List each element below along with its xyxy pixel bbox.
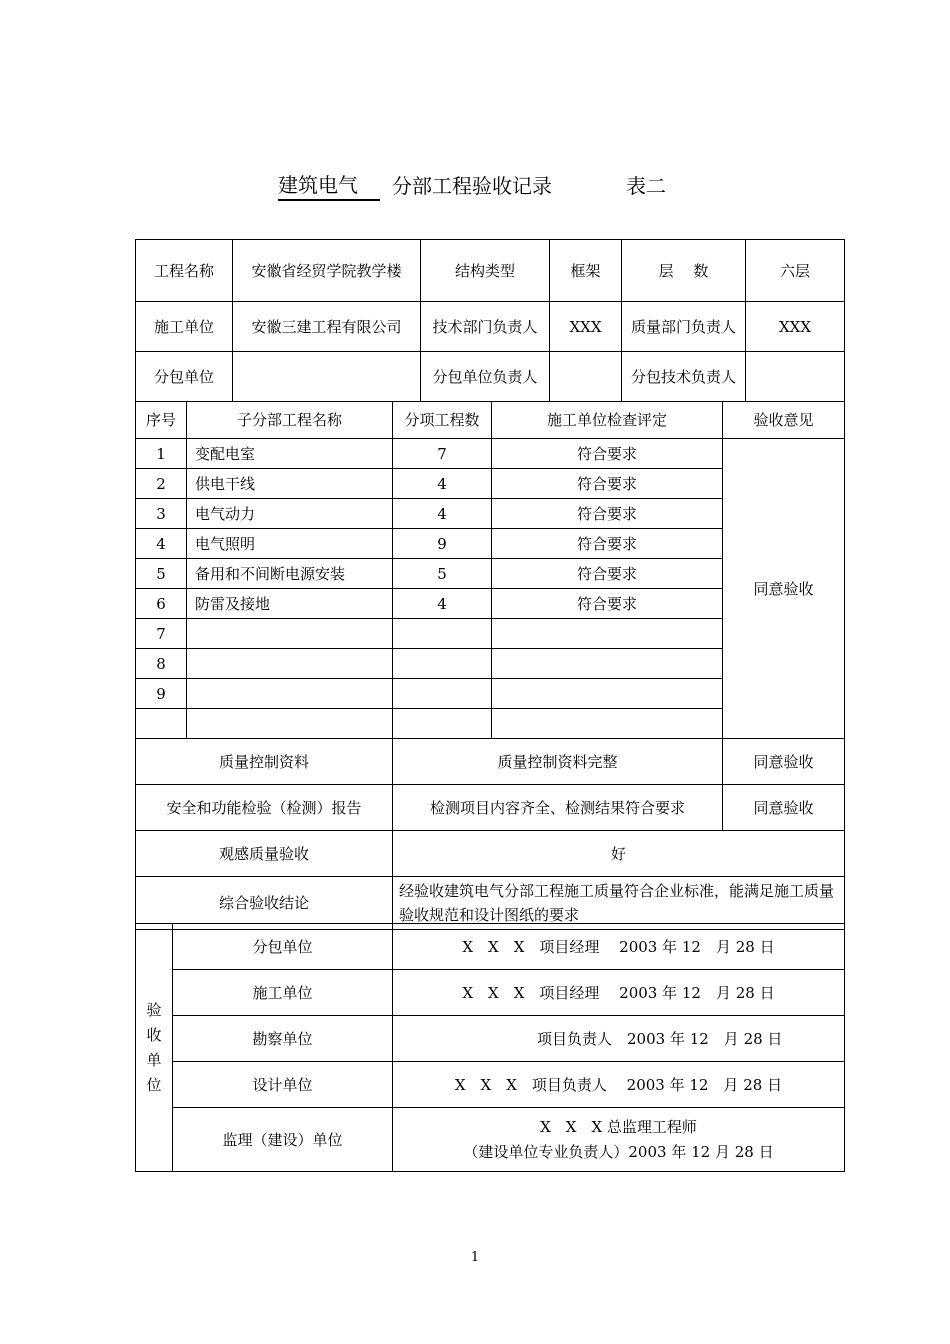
- subcontractor-value: [233, 352, 421, 402]
- row-count: 4: [393, 499, 492, 529]
- row-eval: [492, 679, 723, 709]
- col-header-no: 序号: [136, 402, 187, 439]
- unit-label-survey: 勘察单位: [173, 1016, 393, 1062]
- unit-label-contractor: 施工单位: [173, 970, 393, 1016]
- row-name: 备用和不间断电源安装: [187, 559, 393, 589]
- row-eval: 符合要求: [492, 439, 723, 469]
- row-no: 9: [136, 679, 187, 709]
- unit-sign-subcontractor: X X X 项目经理 2003 年 12 月 28 日: [393, 924, 845, 970]
- col-header-name: 子分部工程名称: [187, 402, 393, 439]
- row-count: 4: [393, 469, 492, 499]
- supervision-sign-line2: （建设单位专业负责人）2003 年 12 月 28 日: [463, 1142, 774, 1161]
- row-name: [187, 709, 393, 739]
- row-eval: 符合要求: [492, 589, 723, 619]
- unit-sign-contractor: X X X 项目经理 2003 年 12 月 28 日: [393, 970, 845, 1016]
- col-header-eval: 施工单位检查评定: [492, 402, 723, 439]
- row-count: [393, 679, 492, 709]
- row-no: 2: [136, 469, 187, 499]
- acceptance-units-table: [135, 923, 845, 1172]
- row-no: 1: [136, 439, 187, 469]
- row-no: 3: [136, 499, 187, 529]
- row-name: 电气照明: [187, 529, 393, 559]
- qc-data-opinion: 同意验收: [723, 739, 845, 785]
- project-name-label: 工程名称: [136, 240, 233, 302]
- row-count: [393, 619, 492, 649]
- unit-sign-supervision: [393, 1108, 845, 1172]
- row-no: 5: [136, 559, 187, 589]
- sub-head-label: 分包单位负责人: [421, 352, 550, 402]
- quality-head-value: XXX: [746, 302, 845, 352]
- contractor-value: 安徽三建工程有限公司: [233, 302, 421, 352]
- row-name: [187, 679, 393, 709]
- row-eval: [492, 649, 723, 679]
- safety-report-label: 安全和功能检验（检测）报告: [136, 785, 393, 831]
- conclusion-value: 经验收建筑电气分部工程施工质量符合企业标准，能满足施工质量验收规范和设计图纸的要求: [393, 877, 845, 930]
- conclusion-label: 综合验收结论: [136, 877, 393, 930]
- col-header-opinion: 验收意见: [723, 402, 845, 439]
- structure-type-label: 结构类型: [421, 240, 550, 302]
- contractor-label: 施工单位: [136, 302, 233, 352]
- row-eval: 符合要求: [492, 559, 723, 589]
- unit-sign-survey-text: 项目负责人 2003 年 12 月 28 日: [537, 1029, 783, 1048]
- row-eval: [492, 619, 723, 649]
- qc-data-value: 质量控制资料完整: [393, 739, 723, 785]
- acceptance-group-label: [136, 924, 173, 1172]
- structure-type-value: 框架: [550, 240, 622, 302]
- table-row: [136, 439, 845, 469]
- supervision-sign-line1: X X X 总监理工程师: [540, 1117, 697, 1136]
- row-eval: 符合要求: [492, 499, 723, 529]
- row-name: 供电干线: [187, 469, 393, 499]
- row-eval: [492, 709, 723, 739]
- items-opinion: 同意验收: [723, 439, 845, 739]
- items-header-row: [136, 402, 845, 439]
- acceptance-group-text: 验收单位: [146, 1000, 162, 1094]
- sub-tech-head-value: [746, 352, 845, 402]
- row-no: 8: [136, 649, 187, 679]
- row-count: 7: [393, 439, 492, 469]
- page-number: 1: [470, 1250, 480, 1265]
- row-count: [393, 709, 492, 739]
- row-name: [187, 649, 393, 679]
- document-title: [0, 171, 950, 201]
- subcontractor-label: 分包单位: [136, 352, 233, 402]
- sub-division-table: [135, 401, 845, 930]
- project-name-value: 安徽省经贸学院教学楼: [233, 240, 421, 302]
- floors-label: 层 数: [622, 240, 746, 302]
- row-count: 5: [393, 559, 492, 589]
- row-eval: 符合要求: [492, 469, 723, 499]
- row-no: [136, 709, 187, 739]
- row-eval: 符合要求: [492, 529, 723, 559]
- sub-head-value: [550, 352, 622, 402]
- col-header-count: 分项工程数: [393, 402, 492, 439]
- row-no: 6: [136, 589, 187, 619]
- tech-head-label: 技术部门负责人: [421, 302, 550, 352]
- row-count: [393, 649, 492, 679]
- unit-sign-survey: [393, 1016, 845, 1062]
- row-name: [187, 619, 393, 649]
- qc-data-label: 质量控制资料: [136, 739, 393, 785]
- unit-label-subcontractor: 分包单位: [173, 924, 393, 970]
- unit-sign-design: X X X 项目负责人 2003 年 12 月 28 日: [393, 1062, 845, 1108]
- floors-value: 六层: [746, 240, 845, 302]
- unit-label-design: 设计单位: [173, 1062, 393, 1108]
- title-subject: 建筑电气: [278, 171, 380, 201]
- row-no: 4: [136, 529, 187, 559]
- project-info-table: [135, 239, 845, 402]
- row-count: 4: [393, 589, 492, 619]
- row-name: 电气动力: [187, 499, 393, 529]
- appearance-value: 好: [393, 831, 845, 877]
- appearance-label: 观感质量验收: [136, 831, 393, 877]
- quality-head-label: 质量部门负责人: [622, 302, 746, 352]
- row-name: 变配电室: [187, 439, 393, 469]
- row-name: 防雷及接地: [187, 589, 393, 619]
- title-main: 分部工程验收记录: [392, 174, 552, 198]
- sub-tech-head-label: 分包技术负责人: [622, 352, 746, 402]
- row-count: 9: [393, 529, 492, 559]
- title-table-number: 表二: [626, 174, 666, 198]
- safety-report-value: 检测项目内容齐全、检测结果符合要求: [393, 785, 723, 831]
- tech-head-value: XXX: [550, 302, 622, 352]
- unit-label-supervision: 监理（建设）单位: [173, 1108, 393, 1172]
- safety-report-opinion: 同意验收: [723, 785, 845, 831]
- row-no: 7: [136, 619, 187, 649]
